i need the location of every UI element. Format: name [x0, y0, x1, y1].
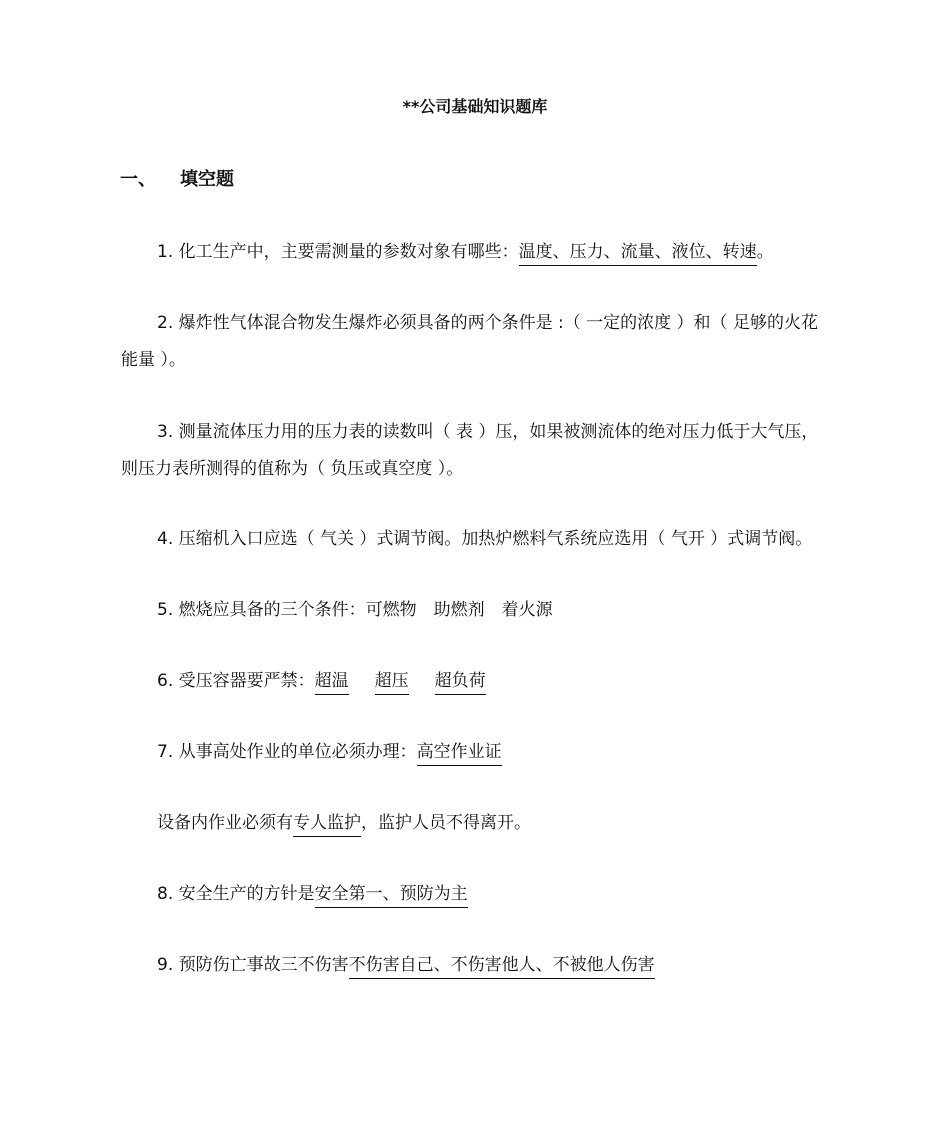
question-end: 。: [756, 242, 774, 262]
question-text: 8. 安全生产的方针是: [157, 884, 315, 904]
question-3-line-1: 3. 测量流体压力用的压力表的读数叫（ 表 ）压，如果被测流体的绝对压力低于大气压，: [157, 422, 819, 442]
document-title: **公司基础知识题库: [402, 97, 548, 116]
answer-underlined: 超压: [375, 671, 409, 695]
answer-underlined: 高空作业证: [417, 742, 502, 766]
question-text: 1. 化工生产中，主要需测量的参数对象有哪些：: [157, 242, 519, 262]
section-number: 一、: [120, 169, 156, 190]
question-1: [157, 241, 774, 263]
question-8: [157, 883, 468, 905]
question-2-line-1: 2. 爆炸性气体混合物发生爆炸必须具备的两个条件是 :（ 一定的浓度 ）和（ 足够的火花: [157, 313, 818, 333]
question-4: 4. 压缩机入口应选（ 气关 ）式调节阀。加热炉燃料气系统应选用（ 气开 ）式调节阀。: [157, 529, 813, 549]
question-7-continued: [157, 812, 531, 834]
answer-underlined: 安全第一、预防为主: [315, 884, 468, 908]
question-end: ，监护人员不得离开。: [361, 813, 531, 833]
question-9: [157, 954, 655, 976]
answer-underlined: 超温: [315, 671, 349, 695]
answer-underlined: 专人监护: [293, 813, 361, 837]
question-7: [157, 741, 502, 763]
question-6: [157, 670, 486, 692]
question-5: 5. 燃烧应具备的三个条件：可燃物 助燃剂 着火源: [157, 600, 553, 620]
question-text: 9. 预防伤亡事故三不伤害: [157, 955, 349, 975]
section-heading: [120, 165, 234, 191]
answer-underlined: 温度、压力、流量、液位、转速: [519, 242, 757, 266]
question-3-line-2: 则压力表所测得的值称为（ 负压或真空度 ）。: [121, 459, 464, 479]
answer-underlined: 超负荷: [435, 671, 486, 695]
question-text: 设备内作业必须有: [157, 813, 293, 833]
question-2-line-2: 能量 ）。: [121, 350, 186, 370]
question-text: 6. 受压容器要严禁：: [157, 671, 315, 691]
question-text: 7. 从事高处作业的单位必须办理：: [157, 742, 417, 762]
answer-underlined: 不伤害自己、不伤害他人、不被他人伤害: [349, 955, 655, 979]
section-label: 填空题: [180, 169, 234, 190]
